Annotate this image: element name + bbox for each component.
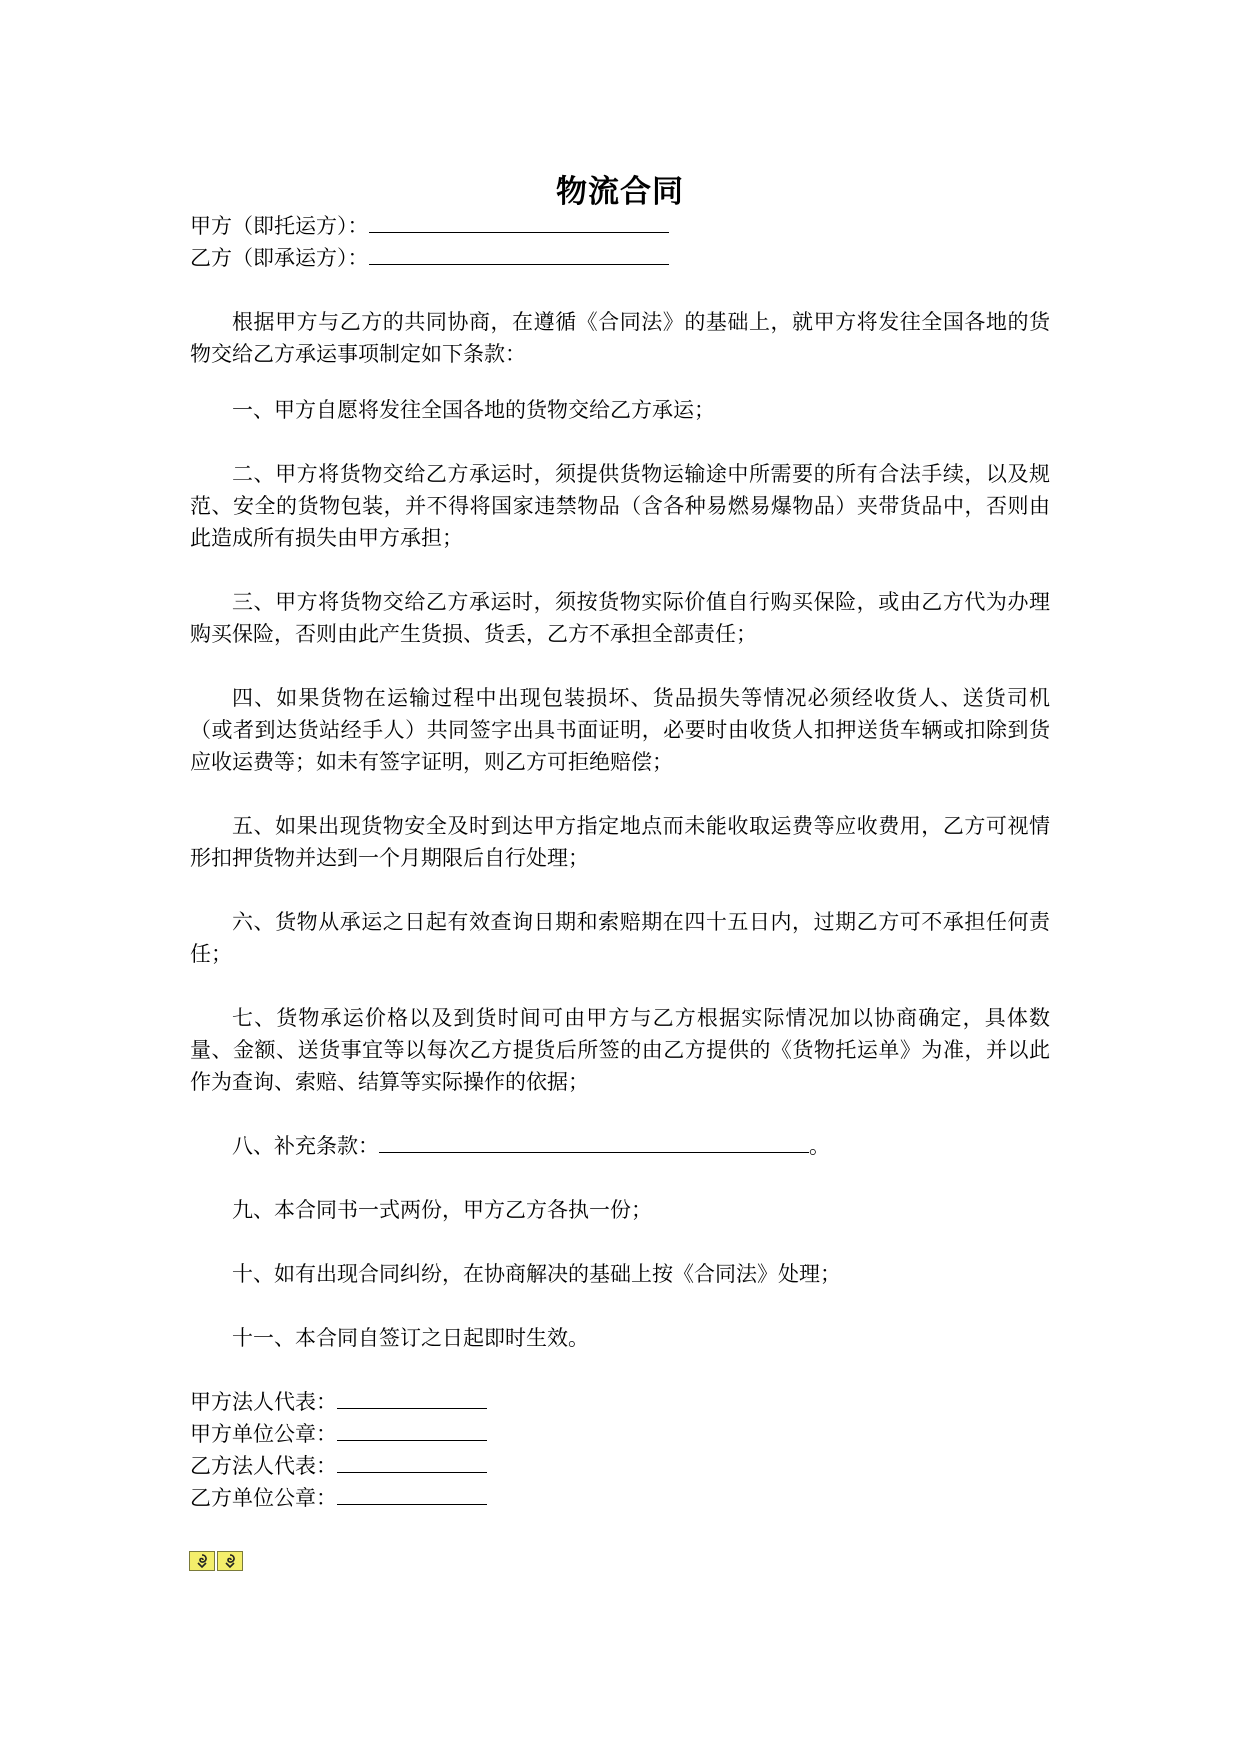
embedded-object-icon[interactable]	[189, 1551, 215, 1571]
party-b-blank	[369, 242, 669, 265]
clause-5: 五、如果出现货物安全及时到达甲方指定地点而未能收取运费等应收费用，乙方可视情形扣押货物并达到一个月期限后自行处理；	[190, 814, 1050, 870]
document-title: 物流合同	[556, 174, 684, 210]
signature-line-a-rep	[190, 1386, 487, 1418]
signature-line-b-seal	[190, 1482, 487, 1514]
party-a-label: 甲方（即托运方）：	[190, 214, 369, 238]
signature-line-a-seal	[190, 1418, 487, 1450]
intro-paragraph: 根据甲方与乙方的共同协商，在遵循《合同法》的基础上，就甲方将发往全国各地的货物交给乙方承运事项制定如下条款：	[190, 310, 1050, 366]
clause-8	[232, 1130, 830, 1162]
clause-8-end: 。	[809, 1134, 830, 1158]
clause-7: 七、货物承运价格以及到货时间可由甲方与乙方根据实际情况加以协商确定，具体数量、金额、送货事宜等以每次乙方提货后所签的由乙方提供的《货物托运单》为准，并以此作为查询、索赔、结算等实际操作的依据；	[190, 1006, 1050, 1094]
signature-blank	[337, 1418, 487, 1441]
clause-1: 一、甲方自愿将发往全国各地的货物交给乙方承运；	[232, 398, 715, 422]
clause-8-blank	[379, 1130, 809, 1153]
swirl-icon	[194, 1553, 210, 1569]
signature-blank	[337, 1386, 487, 1409]
clause-9: 九、本合同书一式两份，甲方乙方各执一份；	[232, 1198, 652, 1222]
signature-label: 甲方法人代表：	[190, 1390, 337, 1414]
swirl-icon	[222, 1553, 238, 1569]
clause-3: 三、甲方将货物交给乙方承运时，须按货物实际价值自行购买保险，或由乙方代为办理购买保险，否则由此产生货损、货丢，乙方不承担全部责任；	[190, 590, 1050, 646]
signature-label: 乙方法人代表：	[190, 1454, 337, 1478]
clause-2: 二、甲方将货物交给乙方承运时，须提供货物运输途中所需要的所有合法手续，以及规范、安全的货物包装，并不得将国家违禁物品（含各种易燃易爆物品）夹带货品中，否则由此造成所有损失由甲方承担；	[190, 462, 1050, 550]
signature-blank	[337, 1450, 487, 1473]
embedded-object-icons	[189, 1551, 243, 1571]
clause-8-label: 八、补充条款：	[232, 1134, 379, 1158]
clause-10: 十、如有出现合同纠纷，在协商解决的基础上按《合同法》处理；	[232, 1262, 841, 1286]
clause-6: 六、货物从承运之日起有效查询日期和索赔期在四十五日内，过期乙方可不承担任何责任；	[190, 910, 1050, 966]
party-b-label: 乙方（即承运方）：	[190, 246, 369, 270]
embedded-object-icon[interactable]	[217, 1551, 243, 1571]
signature-label: 乙方单位公章：	[190, 1486, 337, 1510]
party-a-blank	[369, 210, 669, 233]
signature-line-b-rep	[190, 1450, 487, 1482]
clause-4: 四、如果货物在运输过程中出现包装损坏、货品损失等情况必须经收货人、送货司机（或者到达货站经手人）共同签字出具书面证明，必要时由收货人扣押送货车辆或扣除到货应收运费等；如未有签字证明，则乙方可拒绝赔偿；	[190, 686, 1050, 774]
signature-label: 甲方单位公章：	[190, 1422, 337, 1446]
signature-blank	[337, 1482, 487, 1505]
party-b-line	[190, 242, 669, 274]
clause-11: 十一、本合同自签订之日起即时生效。	[232, 1326, 589, 1350]
party-a-line	[190, 210, 669, 242]
